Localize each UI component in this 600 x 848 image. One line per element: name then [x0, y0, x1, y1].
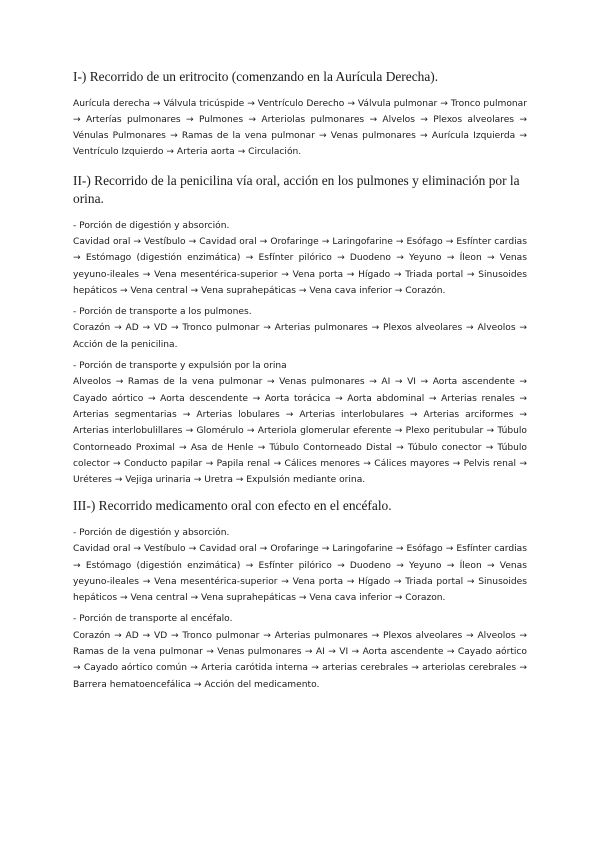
text-block [73, 525, 527, 606]
pathway-paragraph: Cavidad oral → Vestíbulo → Cavidad oral → Orofaringe → Laringofarine → Esófago → Esfínter cardias → Estómago (digestión enzimática) → Esfínter pilórico → Duodeno → Yeyuno → Íleon → Venas yeyuno-ileales → Vena mesentérica-superior → Vena porta → Hígado → Triada portal → Sinusoides hepáticos → Vena central → Vena suprahepáticas → Vena cava inferior → Corazon. [73, 544, 527, 604]
pathway-paragraph: Cavidad oral → Vestíbulo → Cavidad oral → Orofaringe → Laringofarine → Esófago → Esfínter cardias → Estómago (digestión enzimática) → Esfínter pilórico → Duodeno → Yeyuno → Íleon → Venas yeyuno-ileales → Vena mesentérica-superior → Vena porta → Hígado → Triada portal → Sinusoides hepáticos → Vena central → Vena suprahepáticas → Vena cava inferior → Corazón. [73, 236, 527, 296]
text-block [73, 218, 527, 299]
section-heading: I-) Recorrido de un eritrocito (comenzando en la Aurícula Derecha). [73, 69, 439, 84]
pathway-paragraph: Corazón → AD → VD → Tronco pulmonar → Arterias pulmonares → Plexos alveolares → Alveolos → Ramas de la vena pulmonar → Venas pulmonares → AI → VI → Aorta ascendente → Cayado aórtico → Cayado aórtico común → Arteria carótida interna → arterias cerebrales → arteriolas cerebrales → Barrera hematoencefálica → Acción del medicamento. [73, 630, 527, 690]
pathway-paragraph: Aurícula derecha → Válvula tricúspide → Ventrículo Derecho → Válvula pulmonar → Tronco pulmonar → Arterías pulmonares → Pulmones → Arteriolas pulmonares → Alvelos → Plexos alveolares → Vénulas Pulmonares → Ramas de la vena pulmonar → Venas pulmonares → Aurícula Izquierda → Ventrículo Izquierdo → Arteria aorta → Circulación. [73, 98, 527, 158]
text-block [73, 611, 527, 692]
pathway-paragraph: Corazón → AD → VD → Tronco pulmonar → Arterias pulmonares → Plexos alveolares → Alveolos → Acción de la penicilina. [73, 323, 527, 350]
pathway-paragraph: Alveolos → Ramas de la vena pulmonar → Venas pulmonares → AI → VI → Aorta ascendente → Cayado aórtico → Aorta descendente → Aorta torácica → Aorta abdominal → Arterias renales → Arterias segmentarias → Arterias lobulares → Arterias interlobulares → Arterias arciformes → Arterias interlobulillares → Glomérulo → Arteriola glomerular eferente → Plexo peritubular → Túbulo Contorneado Proximal → Asa de Henle → Túbulo Contorneado Distal → Túbulo conector → Túbulo colector → Conducto papilar → Papila renal → Cálices menores → Cálices mayores → Pelvis renal → Uréteres → Vejiga urinaria → Uretra → Expulsión mediante orina. [73, 377, 527, 486]
block-subheading: - Porción de digestión y absorción. [73, 220, 230, 231]
section-penicillin [73, 172, 527, 489]
block-subheading: - Porción de transporte y expulsión por la orina [73, 361, 287, 372]
text-block [73, 304, 527, 353]
section-heading: II-) Recorrido de la penicilina vía oral, acción en los pulmones y eliminación por la orina. [73, 172, 520, 207]
block-subheading: - Porción de digestión y absorción. [73, 527, 230, 538]
text-block [73, 358, 527, 488]
document-page [73, 68, 527, 698]
block-subheading: - Porción de transporte a los pulmones. [73, 307, 252, 318]
section-brain-medication [73, 497, 527, 692]
section-heading: III-) Recorrido medicamento oral con efecto en el encéfalo. [73, 498, 392, 514]
block-subheading: - Porción de transporte al encéfalo. [73, 614, 233, 625]
text-block [73, 96, 527, 161]
section-erythrocyte [73, 68, 527, 161]
